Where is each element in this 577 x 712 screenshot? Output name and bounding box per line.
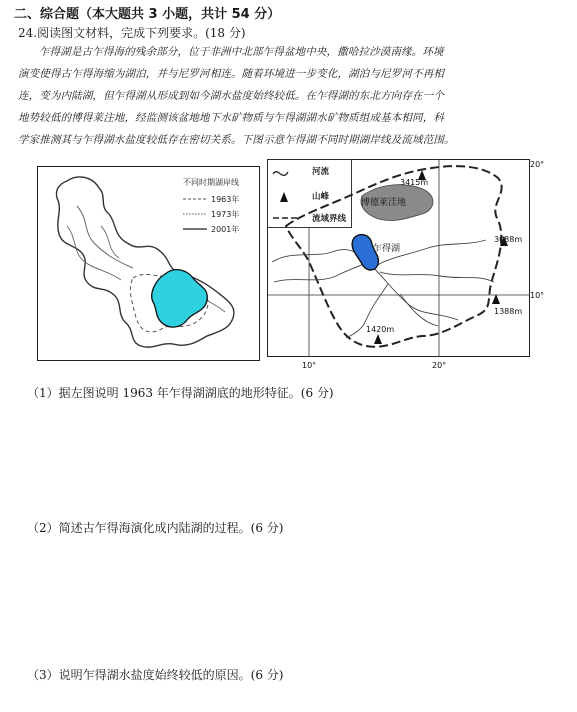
sub-question-1: （1）据左图说明 1963 年乍得湖湖底的地形特征。(6 分)	[27, 386, 334, 400]
question-header: 24.阅读图文材料，完成下列要求。(18 分)	[18, 26, 246, 40]
peak-1388: 1388m	[494, 307, 523, 316]
material-paragraph-line: 演变使得古乍得海缩为湖泊，并与尼罗河相连。随着环境进一步变化，湖泊与尼罗河不再相	[18, 68, 444, 80]
legend-1973: 1973年	[211, 210, 240, 219]
peak-3415: 3415m	[400, 178, 429, 187]
legend-basin-boundary: 流域界线	[312, 214, 347, 224]
lon-label-20: 20°	[432, 361, 447, 370]
material-paragraph-line: 连，变为内陆湖，但乍得湖从形成到如今湖水盐度始终较低。在乍得湖的东北方向存在一个	[18, 90, 444, 102]
sub-question-3: （3）说明乍得湖水盐度始终较低的原因。(6 分)	[27, 668, 284, 682]
lon-label-10: 10°	[302, 361, 317, 370]
material-paragraph-line: 乍得湖是古乍得海的残余部分，位于非洲中北部乍得盆地中央，撒哈拉沙漠南缘。环境	[39, 46, 444, 58]
basin-label: 博德莱洼地	[361, 198, 407, 208]
material-paragraph-line: 学家推测其与乍得湖水盐度较低存在密切关系。下图示意乍得湖不同时期湖岸线及流域范围。	[18, 134, 455, 146]
left-shoreline-map	[37, 166, 260, 361]
legend-river: 河流	[312, 167, 330, 177]
peak-1420: 1420m	[366, 325, 395, 334]
peak-3088: 3088m	[494, 235, 523, 244]
legend-1963: 1963年	[211, 195, 240, 204]
material-paragraph-line: 地势较低的博得莱注地，经监测该盆地地下水矿物质与乍得湖湖水矿物质组成基本相同，科	[18, 112, 444, 124]
legend-peak: 山峰	[312, 192, 330, 202]
lake-label: 乍得湖	[373, 244, 401, 254]
right-basin-map	[262, 154, 552, 376]
lat-label-10: 10°	[530, 291, 545, 300]
legend-2001: 2001年	[211, 225, 240, 234]
lat-label-20: 20°	[530, 160, 545, 169]
legend-title: 不同时期湖岸线	[183, 178, 239, 187]
section-title: 二、综合题（本大题共 3 小题，共计 54 分）	[14, 7, 281, 22]
sub-question-2: （2）简述古乍得海演化成内陆湖的过程。(6 分)	[27, 521, 284, 535]
